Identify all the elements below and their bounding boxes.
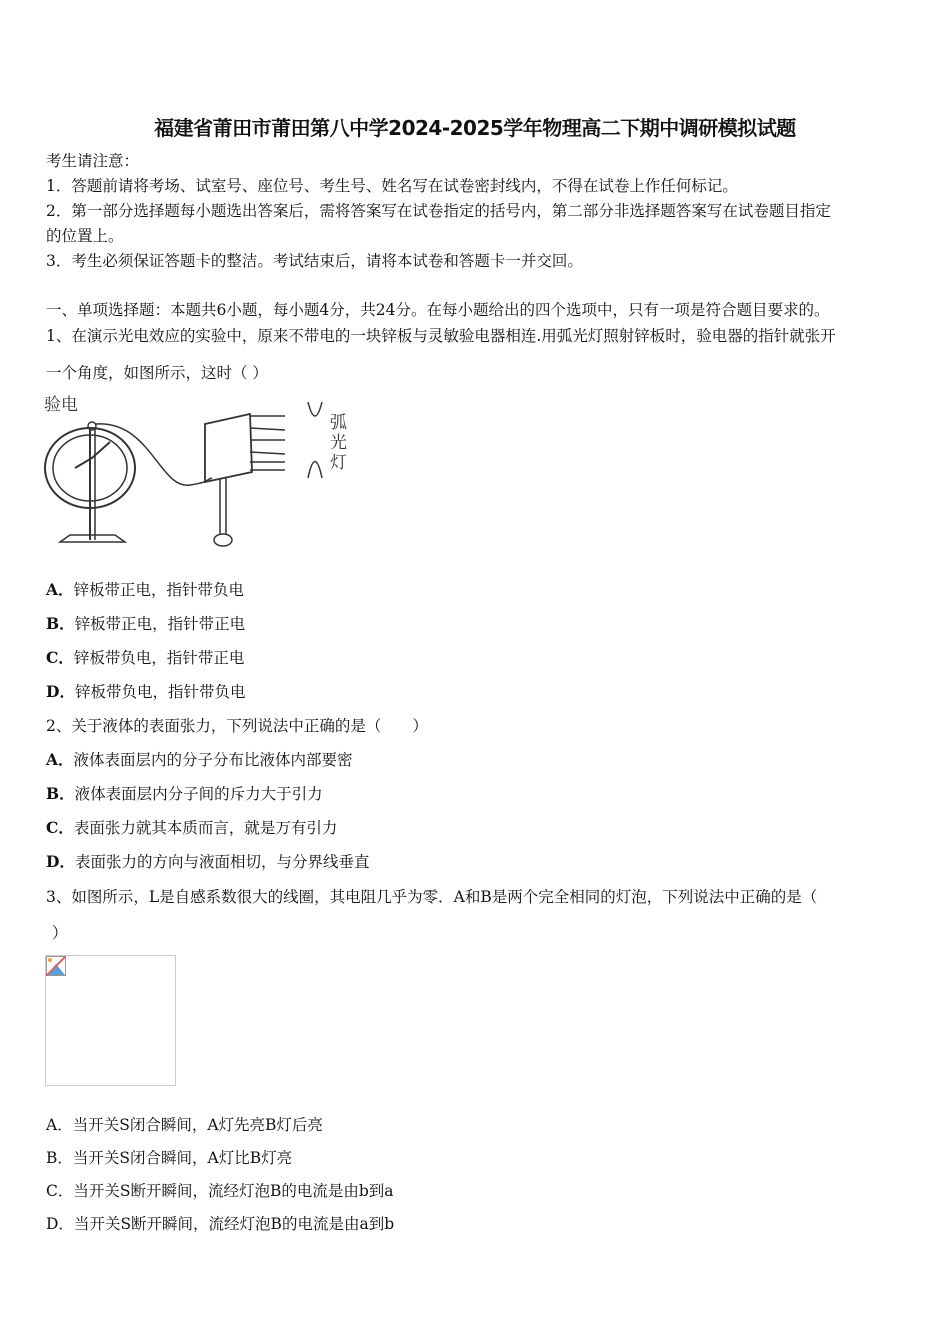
option: B．液体表面层内分子间的斥力大于引力: [46, 784, 323, 803]
question-1-stem: 1、在演示光电效应的实验中，原来不带电的一块锌板与灵敏验电器相连.用弧光灯照射锌板时，验电器的指针就张开: [46, 327, 836, 345]
option: C．锌板带负电，指针带正电: [46, 648, 245, 667]
option: A．当开关S闭合瞬间，A灯先亮B灯后亮: [46, 1116, 323, 1134]
notice-item: 3．考生必须保证答题卡的整洁。考试结束后，请将本试卷和答题卡一并交回。: [46, 252, 583, 270]
figure-label-lamp: 灯: [330, 453, 347, 473]
question-1-stem: 一个角度，如图所示，这时（ ）: [46, 364, 268, 382]
photoelectric-figure: [40, 390, 370, 554]
option: B．当开关S闭合瞬间，A灯比B灯亮: [46, 1149, 293, 1167]
option: C．表面张力就其本质而言，就是万有引力: [46, 818, 338, 837]
page-title: 福建省莆田市莆田第八中学2024-2025学年物理高二下期中调研模拟试题: [154, 116, 796, 140]
figure-label-lamp: 光: [330, 433, 347, 453]
option: D．表面张力的方向与液面相切，与分界线垂直: [46, 852, 370, 871]
notice-item: 1．答题前请将考场、试室号、座位号、考生号、姓名写在试卷密封线内，不得在试卷上作任何标记。: [46, 177, 738, 195]
option: B．锌板带正电，指针带正电: [46, 614, 246, 633]
notice-item: 的位置上。: [46, 227, 124, 245]
question-3-stem: ）: [52, 924, 68, 942]
notice-item: 2．第一部分选择题每小题选出答案后，需将答案写在试卷指定的括号内，第二部分非选择题答案写在试卷题目指定: [46, 202, 831, 220]
option: A．液体表面层内的分子分布比液体内部要密: [46, 750, 353, 769]
section-heading: 一、单项选择题：本题共6小题，每小题4分，共24分。在每小题给出的四个选项中，只有一项是符合题目要求的。: [46, 301, 830, 319]
notice-heading: 考生请注意：: [46, 152, 140, 170]
option: D．锌板带负电，指针带负电: [46, 682, 246, 701]
figure-label-electroscope: 验电: [44, 395, 78, 415]
option: C．当开关S断开瞬间，流经灯泡B的电流是由b到a: [46, 1182, 394, 1200]
figure-label-lamp: 弧: [330, 413, 347, 433]
option: D．当开关S断开瞬间，流经灯泡B的电流是由a到b: [46, 1215, 395, 1233]
broken-image-icon: [46, 956, 66, 976]
question-3-stem: 3、如图所示，L是自感系数很大的线圈，其电阻几乎为零．A和B是两个完全相同的灯泡，下列说法中正确的是（: [46, 888, 818, 906]
option: A．锌板带正电，指针带负电: [46, 580, 245, 599]
question-2-stem: 2、关于液体的表面张力，下列说法中正确的是（ ）: [46, 717, 428, 735]
broken-image-placeholder: [45, 955, 176, 1086]
